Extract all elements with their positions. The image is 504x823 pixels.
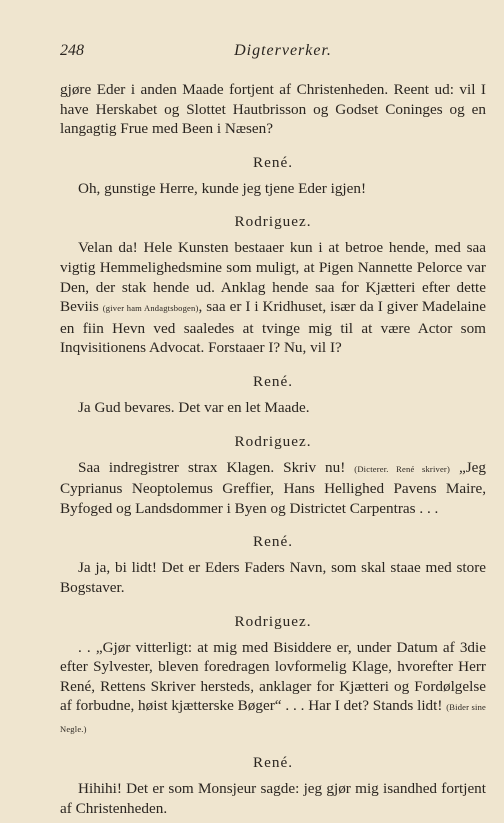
paragraph-7 (60, 638, 486, 740)
page-header (60, 42, 486, 62)
dialogue-text: , saa er I i Kridhuset, især da I giver Madelaine en fiin Hevn ved saaledes at tvinge mig til at være Actor som Inqvisitionens Advocat. Forstaaer I? Nu, vil I? (60, 298, 486, 357)
page-number: 248 (60, 42, 84, 59)
speaker-rene-3: René. (252, 533, 293, 551)
paragraph-3 (60, 238, 486, 358)
paragraph-5 (60, 458, 486, 519)
speaker-rodriguez-1: Rodriguez. (234, 213, 312, 231)
running-title: Digterverker. (234, 42, 332, 59)
paragraph-2: Oh, gunstige Herre, kunde jeg tjene Eder igjen! (78, 179, 367, 197)
stage-direction: (Dicterer. René skriver) (354, 463, 450, 474)
dialogue-text: Velan da! Hele Kunsten bestaaer kun i at betroe hende, med saa vigtig Hemmelighedsmine som muligt, at Pigen Nannette Pelorce var Den, der stak hende ud. Anklag hende saa for Kjætteri efter dette Beviis (60, 239, 486, 316)
stage-direction: (Bider sine Negle.) (60, 702, 486, 734)
dialogue-text: „Jeg Cyprianus Neoptolemus Greffier, Hans Hellighed Pavens Maire, Byfoged og Landsdommer i Byen og Districtet Carpentras . . . (60, 458, 486, 517)
paragraph-6: Ja ja, bi lidt! Det er Eders Faders Navn, som skal staae med store Bogstaver. (60, 559, 486, 596)
speaker-rene-2: René. (252, 372, 293, 390)
speaker-rene-4: René. (252, 754, 293, 772)
paragraph-1: gjøre Eder i anden Maade fortjent af Christenheden. Reent ud: vil I have Herskabet og Slottet Hautbrisson og Godset Coninges og en langagtig Frue med Been i Næsen? (60, 81, 486, 138)
dialogue-text: Saa indregistrer strax Klagen. Skriv nu! (78, 458, 355, 476)
paragraph-4: Ja Gud bevares. Det var en let Maade. (78, 398, 310, 416)
speaker-rene-1: René. (252, 153, 293, 171)
paragraph-8: Hihihi! Det er som Monsjeur sagde: jeg gjør mig isandhed fortjent af Christenheden. (60, 780, 486, 818)
dialogue-text: . . „Gjør vitterligt: at mig med Bisiddere er, under Datum af 3die efter Sylvester, bleven foredragen lovformelig Klage, hvorefter Herr René, Rettens Skriver hersteds, anklager for Kjætteri og Fordølgelse af forbudne, høist kjætterske Bøger“ . . . Har I det? Stands lidt! (60, 638, 486, 715)
stage-direction: (giver ham Andagtsbogen) (102, 303, 199, 314)
speaker-rodriguez-2: Rodriguez. (234, 432, 312, 450)
speaker-rodriguez-3: Rodriguez. (234, 612, 312, 630)
